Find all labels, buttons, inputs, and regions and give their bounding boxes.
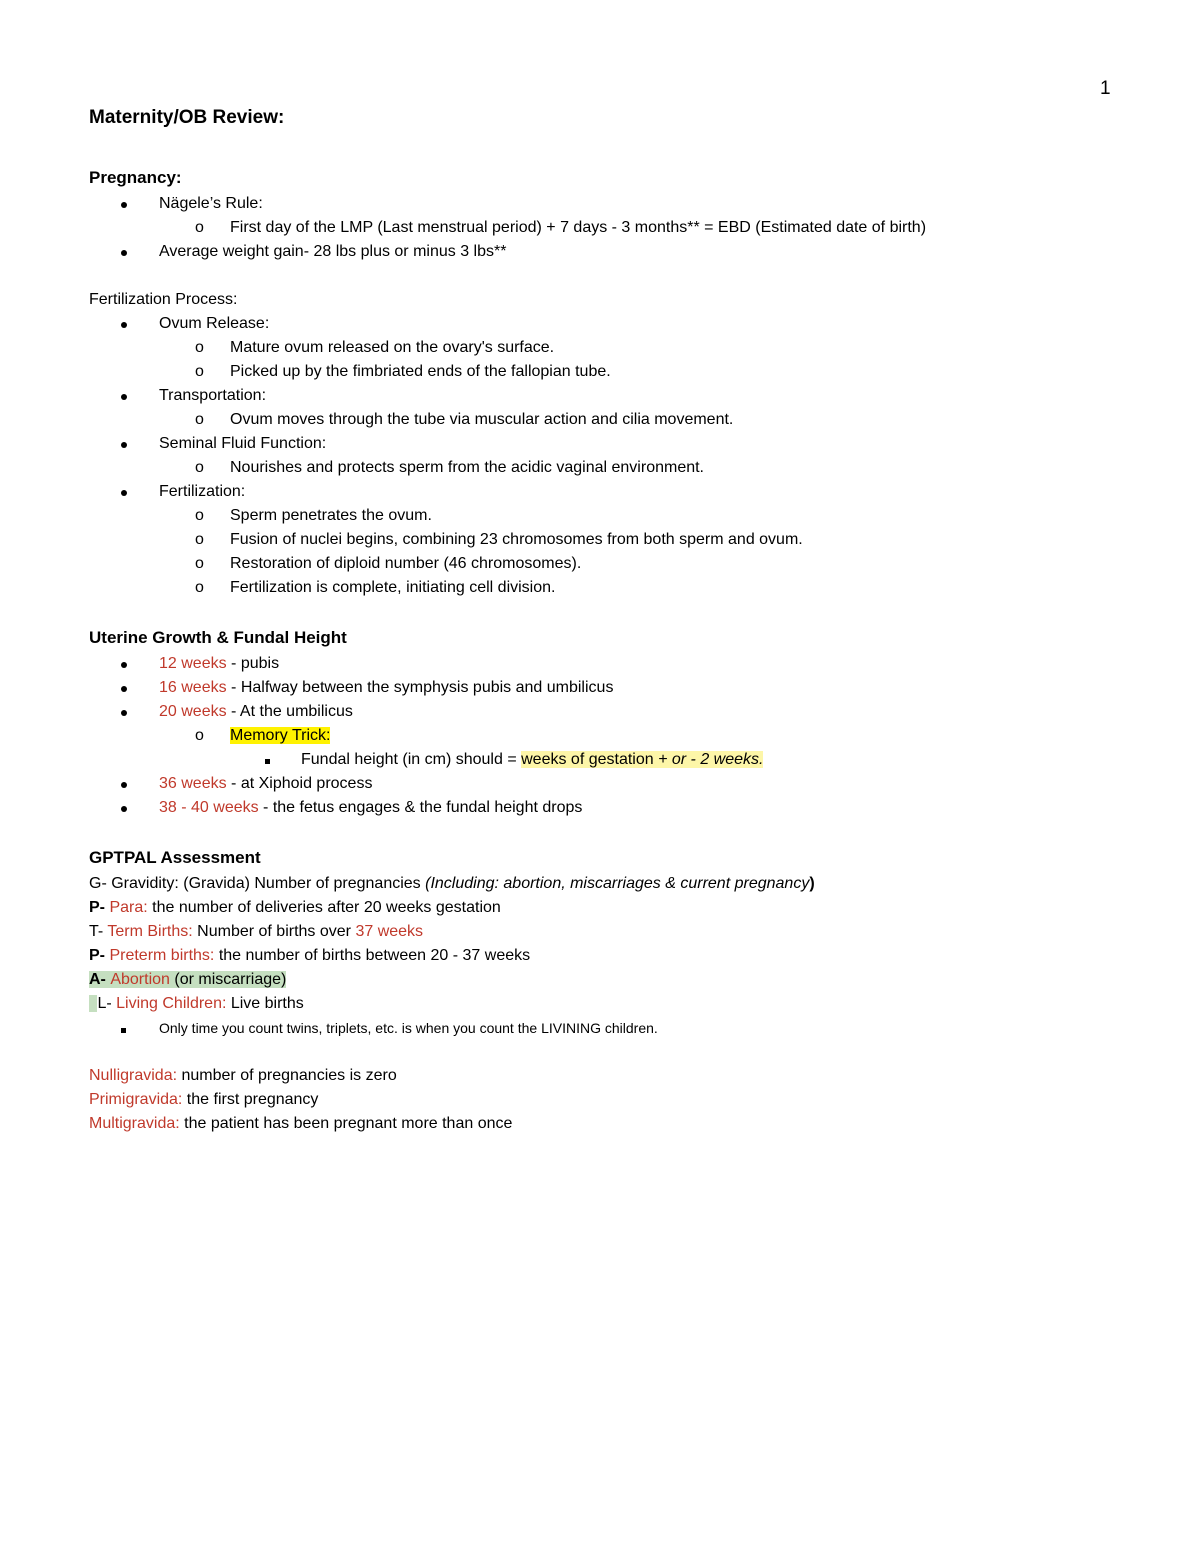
list-item: 12 weeks - pubis <box>89 652 1099 676</box>
circle-bullet-icon: o <box>195 507 204 524</box>
list-item: o Mature ovum released on the ovary's surface. <box>89 336 1099 360</box>
gtpal-heading: GPTPAL Assessment <box>89 848 261 867</box>
list-item: o Picked up by the fimbriated ends of the fallopian tube. <box>89 360 1099 384</box>
circle-bullet-icon: o <box>195 339 204 356</box>
list-item: 38 - 40 weeks - the fetus engages & the fundal height drops <box>89 796 1099 820</box>
square-bullet-icon <box>265 759 270 764</box>
list-item: o Sperm penetrates the ovum. <box>89 504 1099 528</box>
list-item: 20 weeks - At the umbilicus <box>89 700 1099 724</box>
pregnancy-heading: Pregnancy: <box>89 168 182 187</box>
circle-bullet-icon: o <box>195 459 204 476</box>
list-item: Fundal height (in cm) should = weeks of gestation + or - 2 weeks. <box>89 748 1099 772</box>
bullet-icon <box>121 490 127 496</box>
list-item: Seminal Fluid Function: <box>89 432 1099 456</box>
circle-bullet-icon: o <box>195 219 204 236</box>
bullet-icon <box>121 662 127 668</box>
circle-bullet-icon: o <box>195 411 204 428</box>
fundal-highlight: weeks of gestation + or - 2 weeks. <box>521 751 764 768</box>
list-item: Fertilization: <box>89 480 1099 504</box>
circle-bullet-icon: o <box>195 531 204 548</box>
document-content <box>89 104 1099 1136</box>
list-item <box>89 724 1099 748</box>
circle-bullet-icon: o <box>195 727 204 744</box>
gtpal-a: A- Abortion (or miscarriage) <box>89 971 287 988</box>
list-item: o Ovum moves through the tube via muscular action and cilia movement. <box>89 408 1099 432</box>
bullet-icon <box>121 250 127 256</box>
term-primigravida: Primigravida: the first pregnancy <box>89 1091 319 1108</box>
list-item: o Restoration of diploid number (46 chromosomes). <box>89 552 1099 576</box>
fertilization-heading: Fertilization Process: <box>89 291 238 308</box>
list-item: Only time you count twins, triplets, etc. is when you count the LIVINING children. <box>89 1016 1099 1040</box>
bullet-icon <box>121 394 127 400</box>
bullet-icon <box>121 686 127 692</box>
term-nulligravida: Nulligravida: number of pregnancies is zero <box>89 1067 397 1084</box>
bullet-icon <box>121 202 127 208</box>
bullet-icon <box>121 782 127 788</box>
gtpal-l: L- Living Children: Live births <box>89 992 1099 1016</box>
bullet-icon <box>121 442 127 448</box>
page-number: 1 <box>1100 78 1111 99</box>
list-item: o Nourishes and protects sperm from the acidic vaginal environment. <box>89 456 1099 480</box>
list-item: Average weight gain- 28 lbs plus or minus 3 lbs** <box>89 240 1099 264</box>
square-bullet-icon <box>121 1028 126 1033</box>
circle-bullet-icon: o <box>195 555 204 572</box>
memory-trick-label: Memory Trick: <box>230 727 331 744</box>
bullet-icon <box>121 806 127 812</box>
circle-bullet-icon: o <box>195 363 204 380</box>
circle-bullet-icon: o <box>195 579 204 596</box>
term-multigravida: Multigravida: the patient has been pregnant more than once <box>89 1115 513 1132</box>
bullet-icon <box>121 710 127 716</box>
page-title: Maternity/OB Review: <box>89 107 285 128</box>
gtpal-p2: P- Preterm births: the number of births between 20 - 37 weeks <box>89 947 531 964</box>
gtpal-t: T- Term Births: Number of births over 37 weeks <box>89 923 424 940</box>
list-item: Ovum Release: <box>89 312 1099 336</box>
list-item: o Fertilization is complete, initiating cell division. <box>89 576 1099 600</box>
list-item: Transportation: <box>89 384 1099 408</box>
uterine-heading: Uterine Growth & Fundal Height <box>89 628 347 647</box>
list-item: o First day of the LMP (Last menstrual period) + 7 days - 3 months** = EBD (Estimated date of birth) <box>89 216 1099 240</box>
list-item: 16 weeks - Halfway between the symphysis pubis and umbilicus <box>89 676 1099 700</box>
list-item: 36 weeks - at Xiphoid process <box>89 772 1099 796</box>
list-item: Nägele’s Rule: <box>89 192 1099 216</box>
gtpal-p: P- Para: the number of deliveries after 20 weeks gestation <box>89 899 501 916</box>
list-item: o Fusion of nuclei begins, combining 23 chromosomes from both sperm and ovum. <box>89 528 1099 552</box>
bullet-icon <box>121 322 127 328</box>
gtpal-g: G- Gravidity: (Gravida) Number of pregnancies (Including: abortion, miscarriages & current pregnancy) <box>89 875 815 892</box>
